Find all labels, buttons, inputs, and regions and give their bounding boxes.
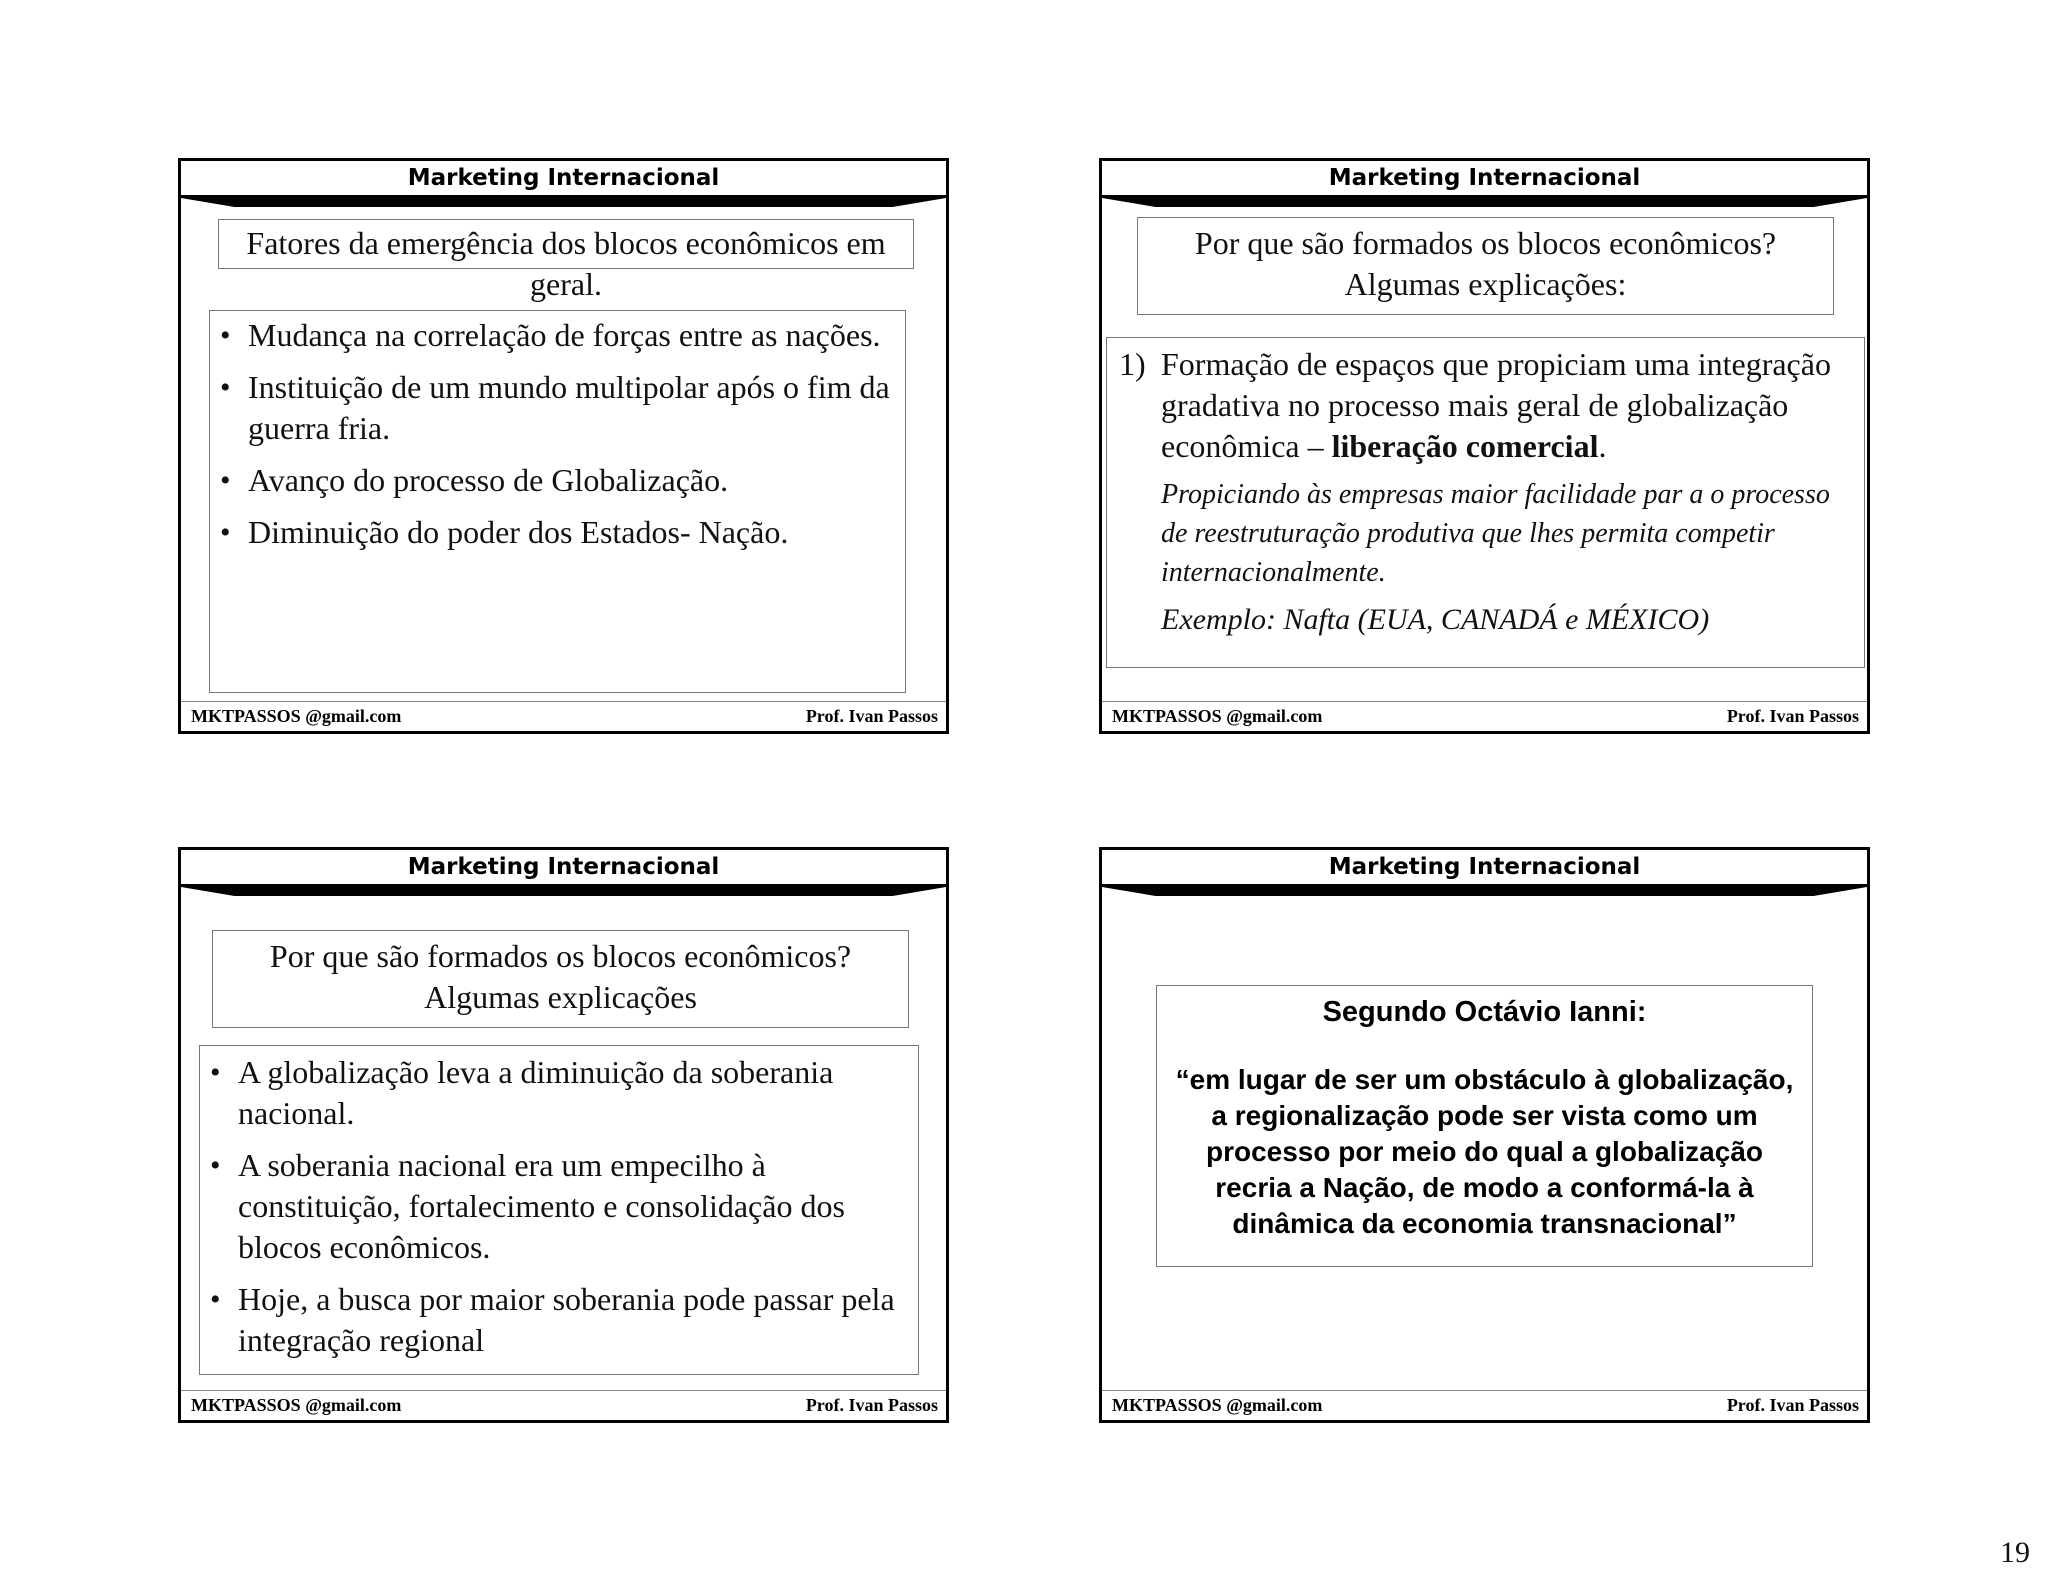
footer-rule — [1102, 1390, 1867, 1391]
bullet-icon: • — [210, 1149, 221, 1182]
slide-title-line2: Algumas explicações: — [1344, 266, 1627, 302]
slide-1 — [178, 158, 949, 734]
slide-4 — [1099, 847, 1870, 1423]
quote-line: recria a Nação, de modo a conformá-la à — [1215, 1172, 1754, 1203]
list-item: • A globalização leva a diminuição da soberania nacional. — [210, 1054, 834, 1131]
slide-footer — [1112, 703, 1859, 729]
footer-email: MKTPASSOS @gmail.com — [191, 706, 402, 726]
quote-line: processo por meio do qual a globalização — [1205, 1136, 1763, 1167]
footer-rule — [181, 701, 946, 702]
italic-note: Propiciando às empresas maior facilidade par a o processo de reestruturação produtiva que lhes permita competir internacionalmente. — [1161, 479, 1830, 588]
footer-author: Prof. Ivan Passos — [1726, 706, 1859, 726]
footer-author: Prof. Ivan Passos — [1726, 1395, 1859, 1415]
bullet-list — [204, 1052, 910, 1361]
quote-box — [1156, 985, 1813, 1267]
header-bar — [1102, 198, 1867, 207]
content-box — [1106, 337, 1865, 668]
slide-header: Marketing Internacional — [407, 854, 720, 880]
header-rule — [1102, 884, 1867, 887]
footer-rule — [181, 1390, 946, 1391]
list-item: • A soberania nacional era um empecilho à constituição, fortalecimento e consolidação dos blocos econômicos. — [210, 1147, 845, 1265]
list-item: • Diminuição do poder dos Estados- Nação. — [214, 512, 897, 553]
highlight-text: liberação comercial — [1331, 428, 1599, 464]
footer-author: Prof. Ivan Passos — [805, 706, 938, 726]
footer-rule — [1102, 701, 1867, 702]
header-rule — [181, 884, 946, 887]
list-item: • Mudança na correlação de forças entre as nações. — [214, 315, 897, 356]
slide-title: Fatores da emergência dos blocos econômicos em geral. — [246, 225, 886, 302]
quote-line: “em lugar de ser um obstáculo à globalização, — [1175, 1064, 1794, 1095]
list-item: • Instituição de um mundo multipolar após o fim da guerra fria. — [220, 369, 890, 446]
quote-line: a regionalização pode ser vista como um — [1211, 1100, 1758, 1131]
bullet-icon: • — [210, 1283, 221, 1316]
header-bar — [181, 198, 946, 207]
slide-title-box — [1137, 217, 1834, 315]
slide-3 — [178, 847, 949, 1423]
numbered-item: 1) Formação de espaços que propiciam uma integração gradativa no processo mais geral de globalização econômica – liberação comercial. — [1119, 346, 1831, 464]
item-number: 1) — [1119, 346, 1146, 382]
quote-line: dinâmica da economia transnacional” — [1232, 1208, 1737, 1239]
bullet-icon: • — [220, 464, 231, 497]
slide-title-line2: Algumas explicações — [424, 979, 697, 1015]
list-item: • Avanço do processo de Globalização. — [214, 460, 897, 501]
bullet-icon: • — [220, 371, 231, 404]
slide-footer — [191, 703, 938, 729]
slide-header: Marketing Internacional — [1328, 165, 1641, 191]
header-bar — [181, 887, 946, 896]
bullet-list — [214, 315, 897, 553]
footer-email: MKTPASSOS @gmail.com — [191, 1395, 402, 1415]
quote-title: Segundo Octávio Ianni: — [1322, 996, 1647, 1028]
header-rule — [1102, 195, 1867, 198]
slide-title-line1: Por que são formados os blocos econômicos? — [1194, 225, 1777, 261]
slide-title-box — [212, 930, 909, 1028]
page-number: 19 — [2000, 1536, 2030, 1569]
list-item: • Hoje, a busca por maior soberania pode passar pela integração regional — [210, 1281, 895, 1358]
header-bar — [1102, 887, 1867, 896]
slide-footer — [1112, 1392, 1859, 1418]
bullet-box — [209, 310, 906, 693]
footer-author: Prof. Ivan Passos — [805, 1395, 938, 1415]
bullet-icon: • — [220, 516, 231, 549]
header-rule — [181, 195, 946, 198]
slide-header: Marketing Internacional — [407, 165, 720, 191]
slide-header: Marketing Internacional — [1328, 854, 1641, 880]
example-text: Exemplo: Nafta (EUA, CANADÁ e MÉXICO) — [1161, 603, 1710, 636]
bullet-icon: • — [210, 1056, 221, 1089]
slide-2 — [1099, 158, 1870, 734]
bullet-icon: • — [220, 319, 231, 352]
slide-footer — [191, 1392, 938, 1418]
bullet-box — [199, 1045, 919, 1375]
slide-title-line1: Por que são formados os blocos econômicos? — [269, 938, 852, 974]
footer-email: MKTPASSOS @gmail.com — [1112, 706, 1323, 726]
footer-email: MKTPASSOS @gmail.com — [1112, 1395, 1323, 1415]
